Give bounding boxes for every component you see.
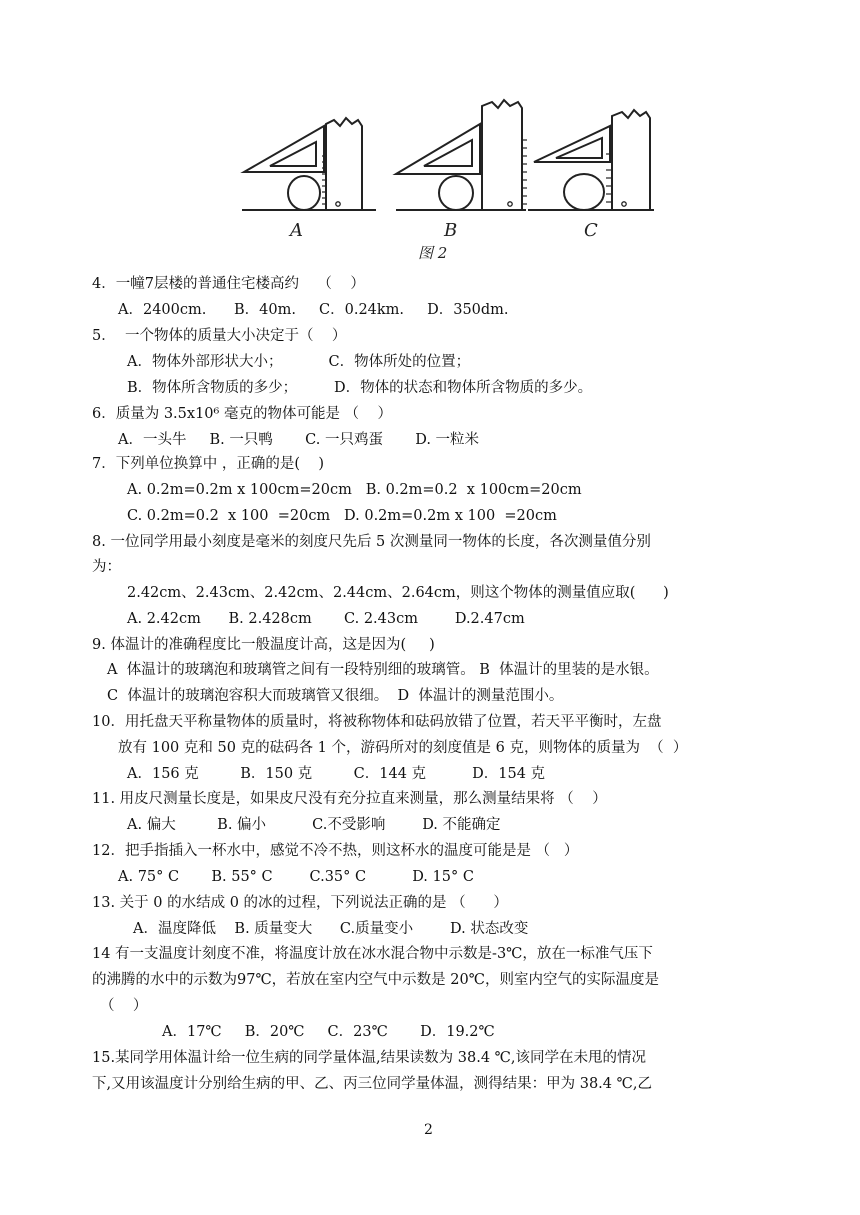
text-line: 14 有一支温度计刻度不准，将温度计放在冰水混合物中示数是-3℃，放在一标准气压下 [92, 946, 653, 962]
text-line: （ ） [100, 998, 148, 1014]
text-line: 9. 体温计的准确程度比一般温度计高，这是因为( ) [92, 637, 435, 653]
panel-a-drawing [242, 118, 376, 210]
text-line: 5． 一个物体的质量大小决定于（ ） [92, 328, 347, 344]
measurement-figure [236, 96, 656, 266]
text-line: A. 2.42cm B. 2.428cm C. 2.43cm D.2.47cm [127, 611, 525, 627]
text-line: 放有 100 克和 50 克的砝码各 1 个，游码所对的刻度值是 6 克，则物体的质量为 （ ） [118, 740, 688, 756]
figure-label-b: B [444, 220, 458, 241]
text-line: 13. 关于 0 的水结成 0 的冰的过程，下列说法正确的是 （ ） [92, 895, 508, 911]
text-line: A．156 克 B．150 克 C．144 克 D．154 克 [127, 766, 546, 782]
text-line: 15.某同学用体温计给一位生病的同学量体温,结果读数为 38.4 ℃,该同学在未甩的情况 [92, 1050, 646, 1066]
text-line: 7．下列单位换算中 ，正确的是( ) [92, 456, 325, 472]
text-line: A．温度降低 B. 质量变大 C.质量变小 D. 状态改变 [133, 921, 529, 937]
text-line: C. 0.2m=0.2 x 100 =20cm D. 0.2m=0.2m x 100 =20cm [127, 508, 557, 524]
text-line: 4．一幢7层楼的普通住宅楼高约 （ ） [92, 276, 365, 292]
panel-b-drawing [396, 100, 527, 210]
figure-label-a: A [290, 220, 303, 241]
text-line: B．物体所含物质的多少； D．物体的状态和物体所含物质的多少。 [127, 380, 593, 396]
text-line: 12．把手指插入一杯水中，感觉不冷不热，则这杯水的温度可能是是 （ ） [92, 843, 579, 859]
text-line: A．2400cm. B．40m. C．0.24km. D．350dm. [118, 302, 509, 318]
text-line: 11. 用皮尺测量长度是，如果皮尺没有充分拉直来测量，那么测量结果将 （ ） [92, 791, 607, 807]
text-line: 为： [92, 559, 121, 575]
text-line: A．17℃ B．20℃ C．23℃ D．19.2℃ [162, 1024, 495, 1040]
text-line: A．物体外部形状大小； C．物体所处的位置； [127, 354, 471, 370]
text-line: 10．用托盘天平称量物体的质量时，将被称物体和砝码放错了位置，若天平平衡时，左盘 [92, 714, 662, 730]
page-number: 2 [424, 1122, 433, 1138]
panel-c-drawing [528, 110, 654, 210]
text-line: 的沸腾的水中的示数为97℃，若放在室内空气中示数是 20℃，则室内空气的实际温度是 [92, 972, 659, 988]
text-line: 8. 一位同学用最小刻度是毫米的刻度尺先后 5 次测量同一物体的长度，各次测量值分别 [92, 534, 651, 550]
figure-label-c: C [584, 220, 598, 241]
text-line: A 体温计的玻璃泡和玻璃管之间有一段特别细的玻璃管。 B 体温计的里装的是水银。 [107, 662, 659, 678]
text-line: C 体温计的玻璃泡容积大而玻璃管又很细。 D 体温计的测量范围小。 [107, 688, 564, 704]
text-line: 下,又用该温度计分别给生病的甲、乙、丙三位同学量体温，测得结果：甲为 38.4 ℃,乙 [92, 1076, 652, 1092]
text-line: A．一头牛 B. 一只鸭 C. 一只鸡蛋 D. 一粒米 [118, 432, 480, 448]
figure-caption: 图 2 [418, 244, 448, 262]
text-line: 2.42cm、2.43cm、2.42cm、2.44cm、2.64cm，则这个物体的测量值应取( ) [127, 585, 669, 601]
text-line: A. 偏大 B. 偏小 C.不受影响 D. 不能确定 [127, 817, 501, 833]
text-line: A. 0.2m=0.2m x 100cm=20cm B. 0.2m=0.2 x 100cm=20cm [127, 482, 582, 498]
text-line: A. 75° C B. 55° C C.35° C D. 15° C [118, 869, 474, 885]
text-line: 6．质量为 3.5x10⁶ 毫克的物体可能是 （ ） [92, 406, 392, 422]
